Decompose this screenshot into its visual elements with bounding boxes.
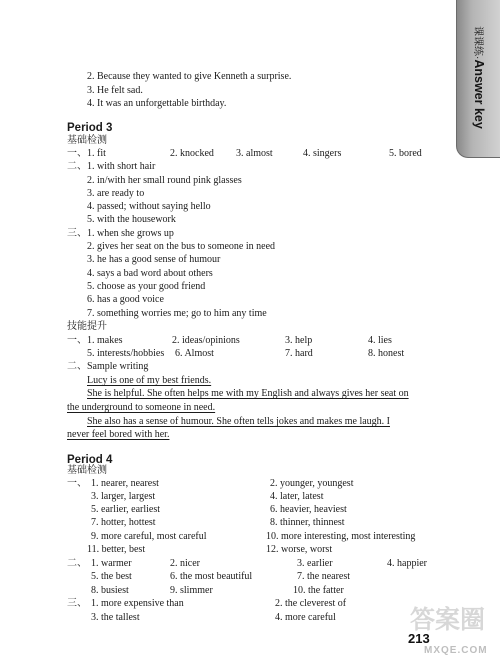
- answer-item: 10. the fatter: [293, 585, 344, 596]
- answer-item: 12. worse, worst: [266, 544, 333, 555]
- answer-item: 4. more careful: [275, 612, 336, 623]
- answer-item: 2. in/with her small round pink glasses: [87, 175, 242, 186]
- section-marker: 二、: [67, 361, 87, 372]
- answer-item: 4. singers: [303, 148, 342, 159]
- answer-item: 5. bored: [389, 148, 422, 159]
- answer-item: 3. are ready to: [87, 188, 145, 199]
- sample-writing-label: Sample writing: [87, 361, 149, 372]
- answer-item: 6. Almost: [175, 348, 214, 359]
- answer-item: 2. ideas/opinions: [172, 335, 240, 346]
- answer-item: 3. almost: [236, 148, 273, 159]
- answer-item: 7. hard: [285, 348, 313, 359]
- answer-item: 4. passed; without saying hello: [87, 201, 211, 212]
- sample-writing-line: never feel bored with her.: [67, 429, 170, 440]
- answer-item: 7. hotter, hottest: [91, 517, 156, 528]
- watermark-site: MXQE.COM: [424, 645, 488, 656]
- tab-label-cn: 课课练: [472, 26, 483, 56]
- answer-item: 7. the nearest: [297, 571, 351, 582]
- section-marker: 三、: [67, 598, 87, 609]
- sample-writing-line: She also has a sense of humour. She often tells jokes and makes me laugh. I: [87, 416, 390, 427]
- tab-separator: ·: [472, 56, 483, 60]
- answer-item: 9. more careful, most careful: [91, 531, 207, 542]
- answer-item: 1. makes: [87, 335, 123, 346]
- answer-item: 4. lies: [368, 335, 392, 346]
- answer-item: 7. something worries me; go to him any time: [87, 308, 267, 319]
- answer-item: 1. nearer, nearest: [91, 478, 159, 489]
- answer-item: 8. busiest: [91, 585, 129, 596]
- answer-item: 11. better, best: [87, 544, 146, 555]
- answer-item: 2. nicer: [170, 558, 200, 569]
- answer-item: 5. with the housework: [87, 214, 176, 225]
- section-marker: 二、: [67, 558, 87, 569]
- period-4-title: Period 4: [67, 454, 113, 466]
- answer-item: 5. choose as your good friend: [87, 281, 206, 292]
- answer-item: 2. knocked: [170, 148, 214, 159]
- answer-item: 1. more expensive than: [91, 598, 184, 609]
- answer-item: 5. earlier, earliest: [91, 504, 161, 515]
- intro-answer: 4. It was an unforgettable birthday.: [87, 98, 227, 109]
- answer-item: 3. he has a good sense of humour: [87, 254, 221, 265]
- answer-item: 4. happier: [387, 558, 427, 569]
- intro-answer: 2. Because they wanted to give Kenneth a surprise.: [87, 71, 292, 82]
- period-3-title: Period 3: [67, 122, 113, 134]
- page-number: 213: [408, 631, 430, 646]
- answer-item: 3. earlier: [297, 558, 333, 569]
- answer-item: 3. help: [285, 335, 313, 346]
- answer-item: 2. younger, youngest: [270, 478, 354, 489]
- answer-item: 4. says a bad word about others: [87, 268, 213, 279]
- answer-item: 1. warmer: [91, 558, 132, 569]
- answer-item: 8. honest: [368, 348, 405, 359]
- answer-item: 3. the tallest: [91, 612, 140, 623]
- sample-writing-line: the underground to someone in need.: [67, 402, 216, 413]
- section-marker: 一、: [67, 478, 87, 489]
- answer-item: 6. the most beautiful: [170, 571, 253, 582]
- watermark-logo: 答案圈: [410, 605, 486, 634]
- section-marker: 二、: [67, 161, 87, 172]
- period-4-basic-heading: 基础检测: [67, 465, 107, 476]
- section-marker: 一、: [67, 148, 87, 159]
- section-tab: [456, 0, 500, 158]
- answer-item: 5. interests/hobbies: [87, 348, 165, 359]
- sample-writing-line: Lucy is one of my best friends.: [87, 375, 212, 386]
- period-3-basic-heading: 基础检测: [67, 135, 107, 146]
- section-marker: 三、: [67, 228, 87, 239]
- tab-label-en: Answer key: [472, 59, 486, 129]
- sample-writing-line: She is helpful. She often helps me with my English and always gives her seat on: [87, 388, 409, 399]
- answer-item: 1. when she grows up: [87, 228, 174, 239]
- answer-item: 1. fit: [87, 148, 106, 159]
- answer-item: 6. heavier, heaviest: [270, 504, 347, 515]
- answer-item: 8. thinner, thinnest: [270, 517, 345, 528]
- answer-item: 9. slimmer: [170, 585, 213, 596]
- section-marker: 一、: [67, 335, 87, 346]
- period-3-skills-heading: 技能提升: [67, 321, 107, 332]
- answer-item: 4. later, latest: [270, 491, 324, 502]
- answer-item: 2. gives her seat on the bus to someone in need: [87, 241, 276, 252]
- answer-item: 10. more interesting, most interesting: [266, 531, 416, 542]
- answer-item: 6. has a good voice: [87, 294, 164, 305]
- section-tab-label: [467, 26, 489, 129]
- answer-item: 1. with short hair: [87, 161, 156, 172]
- intro-answer: 3. He felt sad.: [87, 85, 143, 96]
- answer-item: 2. the cleverest of: [275, 598, 347, 609]
- answer-item: 5. the best: [91, 571, 132, 582]
- answer-item: 3. larger, largest: [91, 491, 156, 502]
